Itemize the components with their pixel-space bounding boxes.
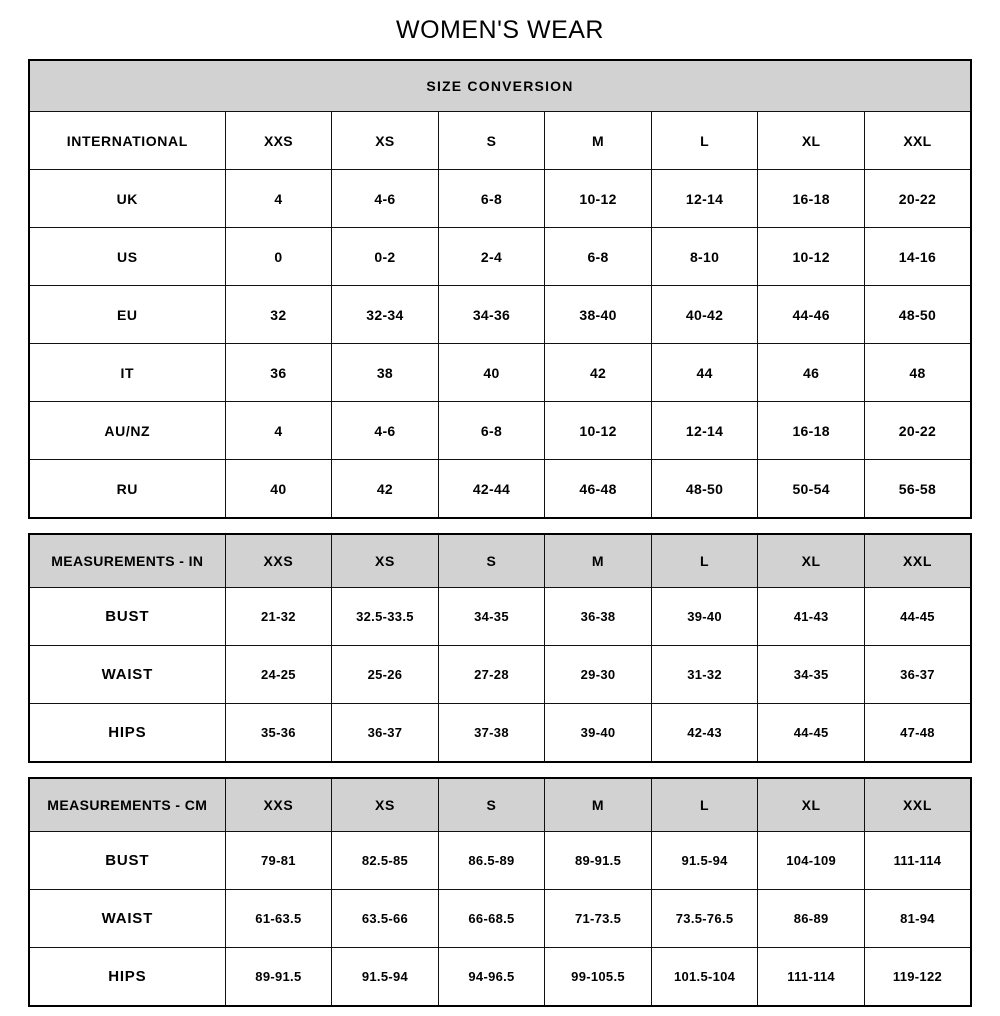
table-cell: 91.5-94 xyxy=(651,832,758,890)
header-cell-s: S xyxy=(438,112,545,170)
table-cell: 44-45 xyxy=(758,704,865,763)
table-cell: 36 xyxy=(225,344,332,402)
table-cell: 91.5-94 xyxy=(332,948,439,1007)
table-cell: 27-28 xyxy=(438,646,545,704)
table-cell: 36-37 xyxy=(332,704,439,763)
header-cell-m: M xyxy=(545,112,652,170)
table-cell: 32-34 xyxy=(332,286,439,344)
table-cell: 46-48 xyxy=(545,460,652,519)
row-label: IT xyxy=(29,344,225,402)
header-cell-xs: XS xyxy=(332,778,439,832)
row-label: WAIST xyxy=(29,890,225,948)
table-cell: 82.5-85 xyxy=(332,832,439,890)
table-cell: 39-40 xyxy=(545,704,652,763)
table-cell: 46 xyxy=(758,344,865,402)
table-cell: 89-91.5 xyxy=(225,948,332,1007)
row-label: RU xyxy=(29,460,225,519)
header-cell-international: INTERNATIONAL xyxy=(29,112,225,170)
table-cell: 37-38 xyxy=(438,704,545,763)
table-cell: 16-18 xyxy=(758,402,865,460)
table-cell: 61-63.5 xyxy=(225,890,332,948)
table-cell: 6-8 xyxy=(438,170,545,228)
table-cell: 0 xyxy=(225,228,332,286)
table-banner-row xyxy=(29,60,971,112)
header-cell-xxs: XXS xyxy=(225,534,332,588)
table-cell: 4 xyxy=(225,402,332,460)
table-cell: 8-10 xyxy=(651,228,758,286)
table-row xyxy=(29,344,971,402)
table-cell: 4-6 xyxy=(332,402,439,460)
table-cell: 42 xyxy=(332,460,439,519)
table-cell: 36-37 xyxy=(864,646,971,704)
table-cell: 40-42 xyxy=(651,286,758,344)
header-cell-measurements-cm: MEASUREMENTS - CM xyxy=(29,778,225,832)
table-cell: 42-44 xyxy=(438,460,545,519)
table-cell: 29-30 xyxy=(545,646,652,704)
table-cell: 111-114 xyxy=(864,832,971,890)
header-cell-xxs: XXS xyxy=(225,778,332,832)
header-cell-xxs: XXS xyxy=(225,112,332,170)
table-cell: 10-12 xyxy=(545,170,652,228)
table-cell: 48-50 xyxy=(864,286,971,344)
table-cell: 42 xyxy=(545,344,652,402)
size-conversion-table xyxy=(28,59,972,519)
measurements-inches-table xyxy=(28,533,972,763)
table-cell: 21-32 xyxy=(225,588,332,646)
table-cell: 111-114 xyxy=(758,948,865,1007)
table-cell: 36-38 xyxy=(545,588,652,646)
table-cell: 86.5-89 xyxy=(438,832,545,890)
table-cell: 38-40 xyxy=(545,286,652,344)
table-cell: 47-48 xyxy=(864,704,971,763)
row-label: WAIST xyxy=(29,646,225,704)
table-cell: 104-109 xyxy=(758,832,865,890)
header-cell-s: S xyxy=(438,778,545,832)
header-cell-xxl: XXL xyxy=(864,778,971,832)
table-row xyxy=(29,948,971,1007)
table-cell: 32 xyxy=(225,286,332,344)
table-cell: 42-43 xyxy=(651,704,758,763)
table-cell: 40 xyxy=(438,344,545,402)
table-header-row xyxy=(29,778,971,832)
table-header-row xyxy=(29,534,971,588)
size-conversion-banner: SIZE CONVERSION xyxy=(29,60,971,112)
row-label: US xyxy=(29,228,225,286)
header-cell-xxl: XXL xyxy=(864,112,971,170)
table-cell: 73.5-76.5 xyxy=(651,890,758,948)
table-cell: 50-54 xyxy=(758,460,865,519)
table-cell: 44-46 xyxy=(758,286,865,344)
table-cell: 6-8 xyxy=(545,228,652,286)
header-cell-l: L xyxy=(651,778,758,832)
row-label: BUST xyxy=(29,588,225,646)
table-cell: 63.5-66 xyxy=(332,890,439,948)
header-cell-m: M xyxy=(545,778,652,832)
table-row xyxy=(29,228,971,286)
row-label: EU xyxy=(29,286,225,344)
row-label: HIPS xyxy=(29,704,225,763)
table-cell: 48-50 xyxy=(651,460,758,519)
row-label: BUST xyxy=(29,832,225,890)
header-cell-l: L xyxy=(651,534,758,588)
table-cell: 16-18 xyxy=(758,170,865,228)
table-cell: 48 xyxy=(864,344,971,402)
table-cell: 81-94 xyxy=(864,890,971,948)
table-row xyxy=(29,832,971,890)
table-row xyxy=(29,402,971,460)
table-row xyxy=(29,460,971,519)
header-cell-measurements-in: MEASUREMENTS - IN xyxy=(29,534,225,588)
table-cell: 32.5-33.5 xyxy=(332,588,439,646)
table-header-row xyxy=(29,112,971,170)
row-label: HIPS xyxy=(29,948,225,1007)
header-cell-xl: XL xyxy=(758,112,865,170)
header-cell-xs: XS xyxy=(332,112,439,170)
table-cell: 56-58 xyxy=(864,460,971,519)
table-row xyxy=(29,170,971,228)
table-cell: 20-22 xyxy=(864,402,971,460)
row-label: AU/NZ xyxy=(29,402,225,460)
table-row xyxy=(29,588,971,646)
table-cell: 24-25 xyxy=(225,646,332,704)
table-cell: 79-81 xyxy=(225,832,332,890)
header-cell-l: L xyxy=(651,112,758,170)
table-cell: 0-2 xyxy=(332,228,439,286)
table-cell: 34-35 xyxy=(758,646,865,704)
table-cell: 25-26 xyxy=(332,646,439,704)
table-cell: 14-16 xyxy=(864,228,971,286)
measurements-centimeters-table xyxy=(28,777,972,1007)
table-cell: 66-68.5 xyxy=(438,890,545,948)
header-cell-s: S xyxy=(438,534,545,588)
table-cell: 35-36 xyxy=(225,704,332,763)
table-cell: 40 xyxy=(225,460,332,519)
table-cell: 34-35 xyxy=(438,588,545,646)
table-cell: 20-22 xyxy=(864,170,971,228)
table-cell: 38 xyxy=(332,344,439,402)
table-row xyxy=(29,286,971,344)
table-cell: 101.5-104 xyxy=(651,948,758,1007)
table-cell: 44-45 xyxy=(864,588,971,646)
table-row xyxy=(29,704,971,763)
table-cell: 2-4 xyxy=(438,228,545,286)
page-title: WOMEN'S WEAR xyxy=(396,16,604,44)
table-cell: 94-96.5 xyxy=(438,948,545,1007)
table-cell: 12-14 xyxy=(651,170,758,228)
table-cell: 10-12 xyxy=(545,402,652,460)
table-row xyxy=(29,646,971,704)
table-row xyxy=(29,890,971,948)
table-cell: 4-6 xyxy=(332,170,439,228)
table-cell: 12-14 xyxy=(651,402,758,460)
table-cell: 119-122 xyxy=(864,948,971,1007)
table-cell: 10-12 xyxy=(758,228,865,286)
table-cell: 71-73.5 xyxy=(545,890,652,948)
table-cell: 34-36 xyxy=(438,286,545,344)
size-guide-page xyxy=(0,16,1000,1007)
table-cell: 31-32 xyxy=(651,646,758,704)
header-cell-xl: XL xyxy=(758,534,865,588)
header-cell-xs: XS xyxy=(332,534,439,588)
table-cell: 6-8 xyxy=(438,402,545,460)
table-cell: 99-105.5 xyxy=(545,948,652,1007)
table-cell: 39-40 xyxy=(651,588,758,646)
header-cell-m: M xyxy=(545,534,652,588)
table-cell: 41-43 xyxy=(758,588,865,646)
table-cell: 4 xyxy=(225,170,332,228)
header-cell-xxl: XXL xyxy=(864,534,971,588)
header-cell-xl: XL xyxy=(758,778,865,832)
table-cell: 86-89 xyxy=(758,890,865,948)
row-label: UK xyxy=(29,170,225,228)
table-cell: 44 xyxy=(651,344,758,402)
table-cell: 89-91.5 xyxy=(545,832,652,890)
